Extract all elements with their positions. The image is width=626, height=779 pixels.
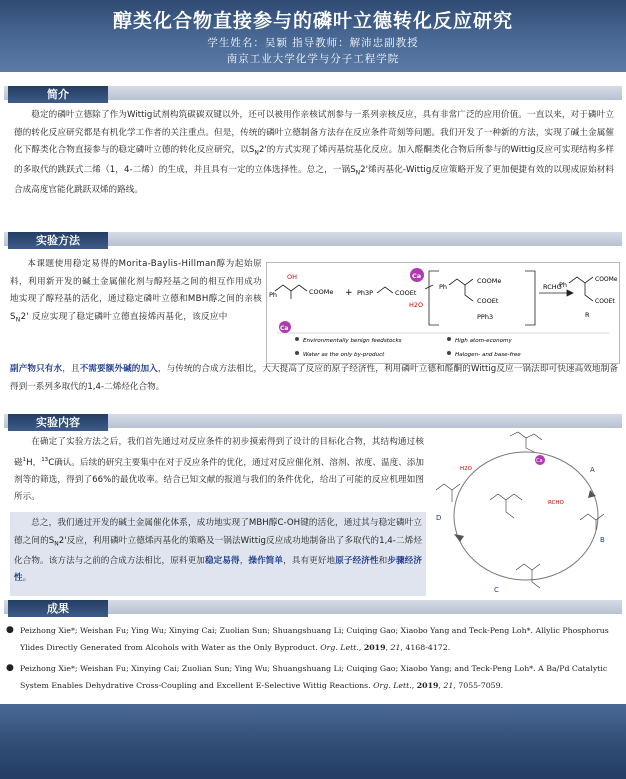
reaction-scheme xyxy=(266,262,620,364)
poster-title: 醇类化合物直接参与的磷叶立德转化反应研究 xyxy=(112,10,513,32)
scheme-h2o: H2O xyxy=(409,301,424,309)
section-bar-results xyxy=(4,600,622,614)
intro-paragraph: 稳定的磷叶立德除了作为Wittig试剂构筑碳碳双键以外，还可以被用作亲核试剂参与一系列亲核反应，具有非常广泛的应用价值。一直以来，对于磷叶立德的转化反应研究都是有机化学工作者的关注重点。但是，传统的磷叶立德制备方法存在反应条件苛刻等问题。我们开发了一种新的方法，实现了碱土金属催化下醇类化合物直接参与的稳定磷叶立德的转化反应研究，以$S_N2'$的方式实现了烯丙基烷基化反应。加入醛酮类化合物后所参与的Wittig反应可实现结构多样的多取代的跳跃式二烯（1，4-二烯）的生成，并且具有一定的立体选择性。总之，一锅$S_N2'$烯丙基化-Wittig反应策略开发了更加便捷有效的以现成原始材料合成高度官能化跳跃双烯的路线。 xyxy=(14,110,615,196)
scheme-coome: COOMe xyxy=(309,288,334,296)
scheme-ylide: Ph3P xyxy=(357,289,374,297)
scheme-cooet-3: COOEt xyxy=(595,298,615,305)
scheme-coome-3: COOMe xyxy=(595,276,618,283)
bullet-icon: ● xyxy=(6,663,14,673)
bullet-icon: ● xyxy=(6,625,14,635)
content-paragraph-2: 总之，我们通过开发的碱土金属催化体系，成功地实现了MBH醇C-OH键的活化，通过其与稳定磷叶立德之间的$S_N2'$反应，利用磷叶立德烯丙基化的策略及一锅法Wittig反应成功地制备出了多取代的1,4-二烯烃化合物。该方法与之前的合成方法相比，原料更加稳定易得，操作简单，具有更好地原子经济性和步骤经济性。 xyxy=(14,518,422,584)
scheme-r: R xyxy=(585,311,590,319)
section-tab-intro: 简介 xyxy=(8,86,108,103)
scheme-ph-3: Ph xyxy=(559,281,568,289)
scheme-feature-1: Environmentally benign feedstocks xyxy=(303,338,402,344)
section-bar-method xyxy=(4,232,622,246)
section-tab-results: 成果 xyxy=(8,600,108,617)
feature-bullet xyxy=(447,351,451,355)
mech-b: B xyxy=(600,536,605,544)
mech-c: C xyxy=(494,586,499,594)
scheme-coome-2: COOMe xyxy=(477,277,502,285)
author-line: 学生姓名：吴颖 指导教师：解沛忠副教授 xyxy=(207,37,419,49)
method-paragraph-left: 本课题使用稳定易得的Morita-Baylis-Hillman醇为起始原料，利用新开发的碱土金属催化剂与醇羟基之间的相互作用成功地实现了醇羟基的活化，通过稳定磷叶立德和MBH醇之间的亲核 $S_N2'$ 反应实现了稳定磷叶立德直接烯丙基化，该反应中 xyxy=(10,259,262,324)
section-tab-content: 实验内容 xyxy=(8,414,108,431)
content-paragraph-1: 在确定了实验方法之后，我们首先通过对反应条件的初步摸索得到了设计的目标化合物，其结构通过核磁$^1$H，$^{13}$C确认。后续的研究主要集中在对于反应条件的优化，通过对反应催化剂、溶剂、浓度、温度、添加剂等的筛选，得到了66%的最优收率。结合已知文献的报道与我们的条件优化，给出了可能的反应机理如图所示。 xyxy=(14,437,424,503)
scheme-cooet-2: COOEt xyxy=(477,297,499,305)
scheme-feature-3: Water as the only by-product xyxy=(303,352,385,358)
poster-header xyxy=(0,0,626,72)
institution-line: 南京工业大学化学与分子工程学院 xyxy=(226,53,400,65)
scheme-feature-4: Halogen- and base-free xyxy=(455,352,521,358)
reference-item: ● Peizhong Xie*; Weishan Fu; Xinying Cai; Zuolian Sun; Ying Wu; Shuangshuang Li; Cuiqing Gao; Xiaobo Yang; and Teck-Peng Loh*. A Ba/Pd Catalytic System Enables Dehydrative Cross-Coupling and Excellent E-Selective Wittig Reactions. Org. Lett., 2019, 21, 7055-7059. xyxy=(6,660,618,694)
scheme-plus: + xyxy=(345,288,353,298)
mech-ca: Ca xyxy=(536,458,543,464)
reference-list xyxy=(6,622,618,698)
scheme-ph-2: Ph xyxy=(439,283,448,291)
section-bar-intro xyxy=(4,86,622,100)
mech-d: D xyxy=(436,514,442,522)
feature-bullet xyxy=(295,351,299,355)
scheme-ca-2: Ca xyxy=(280,325,289,332)
scheme-ph: Ph xyxy=(269,291,278,299)
scheme-pph3: PPh3 xyxy=(477,313,494,321)
mech-a: A xyxy=(590,466,595,474)
reference-item: ● Peizhong Xie*; Weishan Fu; Ying Wu; Xinying Cai; Zuolian Sun; Shuangshuang Li; Cuiqing Gao; Xiaobo Yang and Teck-Peng Loh*. Allylic Phosphorus Ylides Directly Generated from Alcohols with Water as the Only Byproduct. Org. Lett., 2019, 21, 4168-4172. xyxy=(6,622,618,656)
scheme-rcho: RCHO xyxy=(543,283,562,291)
scheme-feature-2: High atom-economy xyxy=(455,338,512,344)
feature-bullet xyxy=(447,337,451,341)
section-tab-method: 实验方法 xyxy=(8,232,108,249)
method-paragraph-continued: 副产物只有水，且不需要额外碱的加入，与传统的合成方法相比，大大提高了反应的原子经济性，利用磷叶立德和醛酮的Wittig反应一锅法即可快速高效地制备得到一系列多取代的1,4-二烯烃化合物。 xyxy=(10,364,618,392)
mechanism-diagram xyxy=(430,430,622,600)
section-bar-content xyxy=(4,414,622,428)
mechanism-drawing xyxy=(430,430,622,600)
scheme-cooet: COOEt xyxy=(395,289,417,297)
scheme-ca: Ca xyxy=(412,272,422,280)
mech-h2o: H2O xyxy=(460,466,472,472)
reaction-scheme-drawing xyxy=(267,263,619,363)
feature-bullet xyxy=(295,337,299,341)
poster-footer xyxy=(0,704,626,779)
mech-rcho: RCHO xyxy=(548,500,564,506)
scheme-oh: OH xyxy=(287,273,298,281)
